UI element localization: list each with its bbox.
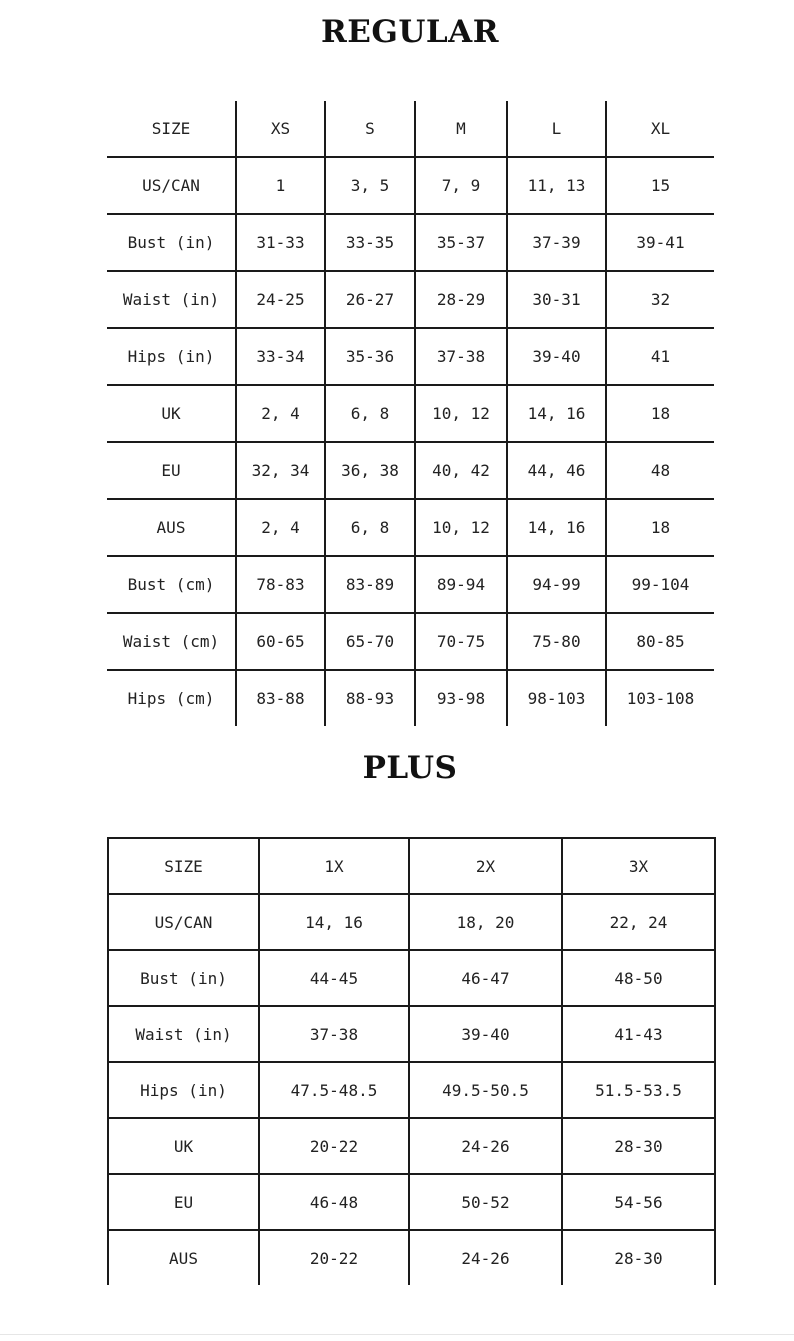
measurement-label-cell: Hips (in) — [107, 328, 236, 385]
plus-size-table — [107, 837, 716, 1285]
size-value-cell: 2, 4 — [236, 499, 325, 556]
plus-table-row — [108, 894, 715, 950]
plus-table-row — [108, 1230, 715, 1285]
size-value-cell: 3, 5 — [325, 157, 415, 214]
regular-table-row — [107, 613, 714, 670]
size-value-cell: 41 — [606, 328, 714, 385]
size-value-cell: 99-104 — [606, 556, 714, 613]
size-value-cell: 2, 4 — [236, 385, 325, 442]
plus-table-row — [108, 1006, 715, 1062]
measurement-label-cell: EU — [108, 1174, 259, 1230]
size-value-cell: 14, 16 — [507, 385, 606, 442]
size-value-cell: 7, 9 — [415, 157, 507, 214]
size-value-cell: 44-45 — [259, 950, 409, 1006]
size-value-cell: 20-22 — [259, 1118, 409, 1174]
regular-table-row — [107, 328, 714, 385]
size-value-cell: 89-94 — [415, 556, 507, 613]
size-value-cell: 54-56 — [562, 1174, 715, 1230]
measurement-label-cell: Waist (cm) — [107, 613, 236, 670]
measurement-label-cell: UK — [107, 385, 236, 442]
regular-section-title: REGULAR — [320, 14, 499, 50]
size-header-cell: SIZE — [108, 838, 259, 894]
measurement-label-cell: Hips (in) — [108, 1062, 259, 1118]
size-value-cell: 28-30 — [562, 1230, 715, 1285]
size-value-cell: 39-40 — [507, 328, 606, 385]
size-value-cell: 10, 12 — [415, 385, 507, 442]
measurement-label-cell: AUS — [169, 1248, 198, 1268]
size-value-cell: 14, 16 — [259, 894, 409, 950]
size-value-cell: 36, 38 — [325, 442, 415, 499]
measurement-label-cell: US/CAN — [108, 894, 259, 950]
size-value-cell: 31-33 — [236, 214, 325, 271]
size-value-cell: 15 — [606, 157, 714, 214]
size-value-cell: 103-108 — [606, 670, 714, 726]
size-column-header: L — [507, 101, 606, 157]
size-value-cell: 14, 16 — [507, 499, 606, 556]
plus-table-row — [108, 950, 715, 1006]
size-value-cell: 39-40 — [409, 1006, 562, 1062]
size-value-cell: 88-93 — [325, 670, 415, 726]
size-value-cell: 47.5-48.5 — [259, 1062, 409, 1118]
size-column-header: M — [415, 101, 507, 157]
size-value-cell: 49.5-50.5 — [409, 1062, 562, 1118]
size-value-cell: 46-48 — [259, 1174, 409, 1230]
size-value-cell: 78-83 — [236, 556, 325, 613]
size-value-cell: 60-65 — [236, 613, 325, 670]
size-value-cell: 83-88 — [236, 670, 325, 726]
size-value-cell: 20-22 — [259, 1230, 409, 1285]
measurement-label-cell: Bust (in) — [107, 214, 236, 271]
size-value-cell: 37-38 — [259, 1006, 409, 1062]
regular-size-table — [107, 101, 714, 726]
size-value-cell: 33-35 — [325, 214, 415, 271]
size-value-cell: 33-34 — [236, 328, 325, 385]
regular-table-row — [107, 499, 714, 556]
size-column-header: 3X — [562, 838, 715, 894]
size-value-cell: 6, 8 — [325, 499, 415, 556]
regular-table-row — [107, 385, 714, 442]
size-value-cell: 32 — [606, 271, 714, 328]
size-value-cell: 24-26 — [409, 1230, 562, 1285]
size-value-cell: 28-29 — [415, 271, 507, 328]
size-value-cell: 39-41 — [606, 214, 714, 271]
measurement-label-cell: US/CAN — [107, 157, 236, 214]
size-column-header: 2X — [409, 838, 562, 894]
measurement-label-cell: Bust (cm) — [107, 556, 236, 613]
size-value-cell: 75-80 — [507, 613, 606, 670]
regular-table-row — [107, 271, 714, 328]
regular-table-row — [107, 157, 714, 214]
size-value-cell: 44, 46 — [507, 442, 606, 499]
measurement-label-cell: Waist (in) — [107, 271, 236, 328]
size-value-cell: 46-47 — [409, 950, 562, 1006]
size-value-cell: 35-37 — [415, 214, 507, 271]
size-value-cell: 28-30 — [562, 1118, 715, 1174]
size-value-cell: 10, 12 — [415, 499, 507, 556]
size-value-cell: 11, 13 — [507, 157, 606, 214]
size-column-header: XL — [606, 101, 714, 157]
size-value-cell: 1 — [236, 157, 325, 214]
size-value-cell: 35-36 — [325, 328, 415, 385]
page-bottom-divider — [0, 1334, 794, 1335]
size-value-cell: 18, 20 — [409, 894, 562, 950]
regular-table-row — [107, 556, 714, 613]
measurement-label-cell: UK — [108, 1118, 259, 1174]
measurement-label-cell: AUS — [107, 499, 236, 556]
size-column-header: S — [325, 101, 415, 157]
plus-section-title: PLUS — [362, 750, 458, 786]
size-value-cell: 40, 42 — [415, 442, 507, 499]
size-value-cell: 6, 8 — [325, 385, 415, 442]
size-value-cell: 30-31 — [507, 271, 606, 328]
size-value-cell: 93-98 — [415, 670, 507, 726]
size-value-cell: 37-38 — [415, 328, 507, 385]
size-value-cell: 50-52 — [409, 1174, 562, 1230]
measurement-label-cell: Hips (cm) — [127, 689, 215, 708]
size-value-cell: 37-39 — [507, 214, 606, 271]
size-value-cell: 26-27 — [325, 271, 415, 328]
size-value-cell: 80-85 — [606, 613, 714, 670]
size-value-cell: 51.5-53.5 — [562, 1062, 715, 1118]
measurement-label-cell: Bust (in) — [108, 950, 259, 1006]
measurement-label-cell: Waist (in) — [108, 1006, 259, 1062]
size-value-cell: 24-26 — [409, 1118, 562, 1174]
size-value-cell: 18 — [606, 385, 714, 442]
size-value-cell: 98-103 — [507, 670, 606, 726]
size-value-cell: 65-70 — [325, 613, 415, 670]
size-value-cell: 94-99 — [507, 556, 606, 613]
plus-table-row — [108, 1118, 715, 1174]
size-value-cell: 48 — [606, 442, 714, 499]
size-column-header: XS — [236, 101, 325, 157]
size-header-cell: SIZE — [107, 101, 236, 157]
size-value-cell: 18 — [606, 499, 714, 556]
regular-table-row — [107, 214, 714, 271]
plus-table-row — [108, 1062, 715, 1118]
size-value-cell: 70-75 — [415, 613, 507, 670]
size-value-cell: 22, 24 — [562, 894, 715, 950]
size-value-cell: 83-89 — [325, 556, 415, 613]
plus-header-row — [108, 838, 715, 894]
size-value-cell: 48-50 — [562, 950, 715, 1006]
plus-table-row — [108, 1174, 715, 1230]
size-value-cell: 24-25 — [236, 271, 325, 328]
regular-table-row — [107, 442, 714, 499]
size-column-header: 1X — [259, 838, 409, 894]
measurement-label-cell: EU — [107, 442, 236, 499]
regular-table-row — [107, 670, 714, 726]
regular-header-row — [107, 101, 714, 157]
size-value-cell: 41-43 — [562, 1006, 715, 1062]
size-value-cell: 32, 34 — [236, 442, 325, 499]
